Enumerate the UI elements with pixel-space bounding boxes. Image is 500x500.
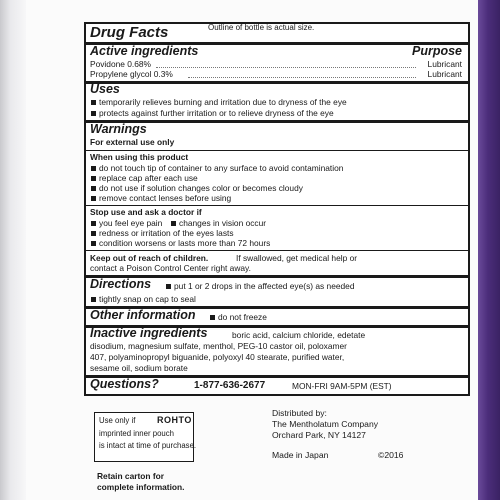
leader-dots [188,70,416,78]
inactive-line-3: 407, polyaminopropyl biguanide, polyoxyl 40 stearate, purified water, [90,352,345,362]
made-in: Made in Japan [272,450,329,460]
stop-item-3: redness or irritation of the eyes lasts [99,228,234,238]
keep-out-bold: Keep out of reach of children. [90,253,209,263]
active-ingredient-2: Propylene glycol 0.3% [90,69,173,79]
warnings-heading: Warnings [90,122,147,136]
bullet [171,221,176,226]
bullet [91,100,96,105]
external-use-note: For external use only [90,137,175,147]
keep-out-text: If swallowed, get medical help or [236,253,358,263]
questions-hours: MON-FRI 9AM-5PM (EST) [292,381,392,391]
retain-line-1: Retain carton for [97,471,165,481]
stop-item-1: you feel eye pain [99,218,163,228]
bullet [166,284,171,289]
seal-notice-box [94,412,197,462]
stop-item-2: changes in vision occur [179,218,267,228]
bullet [91,241,96,246]
other-item-1: do not freeze [218,312,267,322]
leader-dots [156,60,416,68]
when-item-4: remove contact lenses before using [99,193,232,203]
directions-heading: Directions [90,277,152,291]
keep-out-line2: contact a Poison Control Center right away. [90,263,251,273]
active-ingredient-1: Povidone 0.68% [90,59,151,69]
when-using-heading: When using this product [90,152,189,162]
outline-note: Outline of bottle is actual size. [208,23,315,32]
bullet [91,176,96,181]
divider [86,250,468,251]
purpose-2: Lubricant [427,69,462,79]
uses-item-1: temporarily relieves burning and irritation due to dryness of the eye [99,97,347,107]
inactive-line-4: sesame oil, sodium borate [90,363,188,373]
other-info-heading: Other information [90,308,196,322]
bullet [91,221,96,226]
seal-line-2: imprinted inner pouch [99,429,174,438]
rohto-brand: ROHTO [157,415,192,425]
purpose-1: Lubricant [427,59,462,69]
divider [86,150,468,151]
inactive-line-2: disodium, magnesium sulfate, menthol, PEG-10 castor oil, poloxamer [90,341,347,351]
seal-line-3: is intact at time of purchase. [99,441,197,450]
when-item-2: replace cap after each use [99,173,198,183]
inactive-heading: Inactive ingredients [90,326,208,340]
uses-item-2: protects against further irritation or to relieve dryness of the eye [99,108,334,118]
bullet [91,111,96,116]
when-item-3: do not use if solution changes color or becomes cloudy [99,183,303,193]
bullet [210,315,215,320]
when-item-1: do not touch tip of container to any surface to avoid contamination [99,163,344,173]
distributor-name: The Mentholatum Company [272,419,379,429]
directions-item-2: tightly snap on cap to seal [99,294,196,304]
bullet [91,231,96,236]
drug-facts-title: Drug Facts [90,24,169,41]
distributed-by: Distributed by: [272,408,327,418]
questions-heading: Questions? [90,377,159,391]
bullet [91,196,96,201]
stop-use-heading: Stop use and ask a doctor if [90,207,202,217]
uses-heading: Uses [90,82,120,96]
seal-line-1: Use only if [99,416,136,425]
drug-facts-panel [84,22,470,396]
bullet [91,297,96,302]
carton-side-shadow [0,0,26,500]
carton-purple-edge [478,0,500,500]
distributor-address: Orchard Park, NY 14127 [272,430,366,440]
copyright: ©2016 [378,450,404,460]
stop-item-4: condition worsens or lasts more than 72 hours [99,238,271,248]
bullet [91,166,96,171]
bullet [91,186,96,191]
retain-line-2: complete information. [97,482,185,492]
divider [86,205,468,206]
divider [86,81,468,84]
purpose-heading: Purpose [411,44,462,58]
directions-item-1: put 1 or 2 drops in the affected eye(s) as needed [174,281,355,291]
active-ingredients-heading: Active ingredients [90,44,199,58]
inactive-line-1: boric acid, calcium chloride, edetate [232,330,366,340]
questions-phone: 1-877-636-2677 [194,380,266,391]
